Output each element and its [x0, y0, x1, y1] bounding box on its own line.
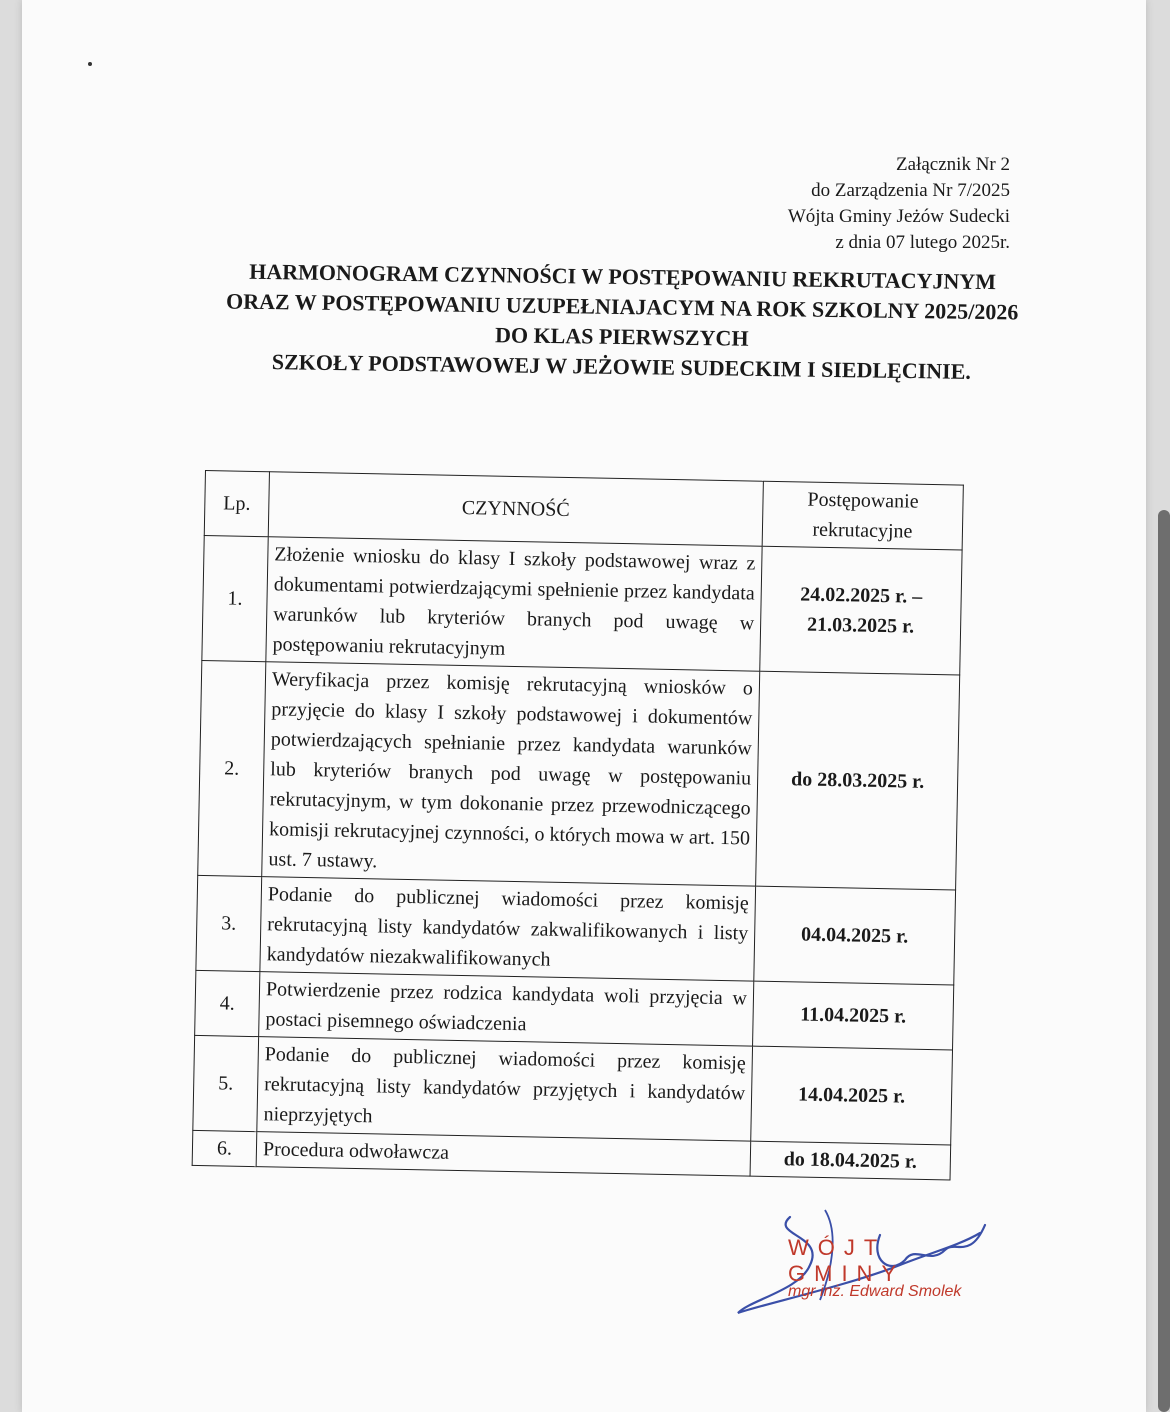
stamp-title: WÓJT GMINY [788, 1235, 906, 1286]
row-activity: Procedura odwoławcza [256, 1132, 751, 1176]
title-line-1: HARMONOGRAM CZYNNOŚCI W POSTĘPOWANIU REKRUTACYJNYM [249, 258, 997, 295]
row-activity: Podanie do publicznej wiadomości przez komisję rekrutacyjną listy kandydatów zakwalifikowanych i listy kandydatów niezakwalifikowanych [260, 877, 756, 981]
row-date: 14.04.2025 r. [751, 1046, 953, 1145]
title-line-2: ORAZ W POSTĘPOWANIU UZUPEŁNIAJACYM NA ROK SZKOLNY 2025/2026 [225, 288, 1019, 325]
attachment-line-3: Wójta Gminy Jeżów Sudecki [787, 206, 1010, 227]
schedule-table [192, 470, 964, 1180]
table-row [202, 535, 962, 675]
row-activity: Weryfikacja przez komisję rekrutacyjną wniosków o przyjęcie do klasy I szkoły podstawowej i dokumentów potwierdzających spełnianie przez kandydata warunków lub kryteriów branych pod uwagę w postępowaniu rekrutacyjnym, w tym dokonanie przez przewodniczącego komisji rekrutacyjnej czynności, o których mowa w art. 150 ust. 7 ustawy. [262, 662, 760, 886]
row-activity: Podanie do publicznej wiadomości przez komisję rekrutacyjną listy kandydatów przyjętych i kandydatów nieprzyjętych [257, 1037, 753, 1141]
row-number: 3. [196, 875, 262, 971]
row-date: 04.04.2025 r. [754, 886, 956, 985]
row-number: 6. [192, 1130, 257, 1166]
attachment-header [788, 152, 1010, 256]
row-date: 11.04.2025 r. [753, 981, 954, 1050]
scan-speck [88, 62, 92, 66]
row-activity: Złożenie wniosku do klasy I szkoły podstawowej wraz z dokumentami potwierdzającymi spełnienie przez kandydata warunków lub kryteriów branych pod uwagę w postępowaniu rekrutacyjnym [266, 537, 762, 671]
attachment-line-1: Załącznik Nr 2 [896, 154, 1010, 175]
row-number: 4. [195, 970, 260, 1036]
row-number: 1. [202, 535, 268, 661]
row-date: do 18.04.2025 r. [750, 1141, 951, 1180]
scrollbar[interactable] [1158, 510, 1170, 1412]
row-activity: Potwierdzenie przez rodzica kandydata woli przyjęcia w postaci pisemnego oświadczenia [259, 972, 754, 1046]
table-row [196, 875, 956, 985]
header-lp: Lp. [204, 471, 269, 537]
row-number: 5. [193, 1035, 259, 1131]
row-date: do 28.03.2025 r. [756, 671, 960, 890]
schedule-table-wrap [192, 470, 963, 1180]
signature-stamp [730, 1205, 1010, 1335]
header-activity: CZYNNOŚĆ [268, 472, 763, 546]
table-row [193, 1035, 953, 1145]
stamp-name: mgr inż. Edward Smolek [788, 1283, 962, 1300]
title-line-4: SZKOŁY PODSTAWOWEJ W JEŻOWIE SUDECKIM I SIEDLĘCINIE. [271, 349, 972, 384]
attachment-line-2: do Zarządzenia Nr 7/2025 [811, 180, 1010, 201]
row-number: 2. [198, 660, 266, 876]
row-date: 24.02.2025 r. – 21.03.2025 r. [760, 546, 962, 675]
header-recruitment: Postępowanie rekrutacyjne [762, 481, 963, 550]
title-line-3: DO KLAS PIERWSZYCH [494, 322, 749, 351]
attachment-line-4: z dnia 07 lutego 2025r. [835, 232, 1010, 253]
document-title [171, 256, 1073, 389]
table-row [198, 660, 960, 890]
